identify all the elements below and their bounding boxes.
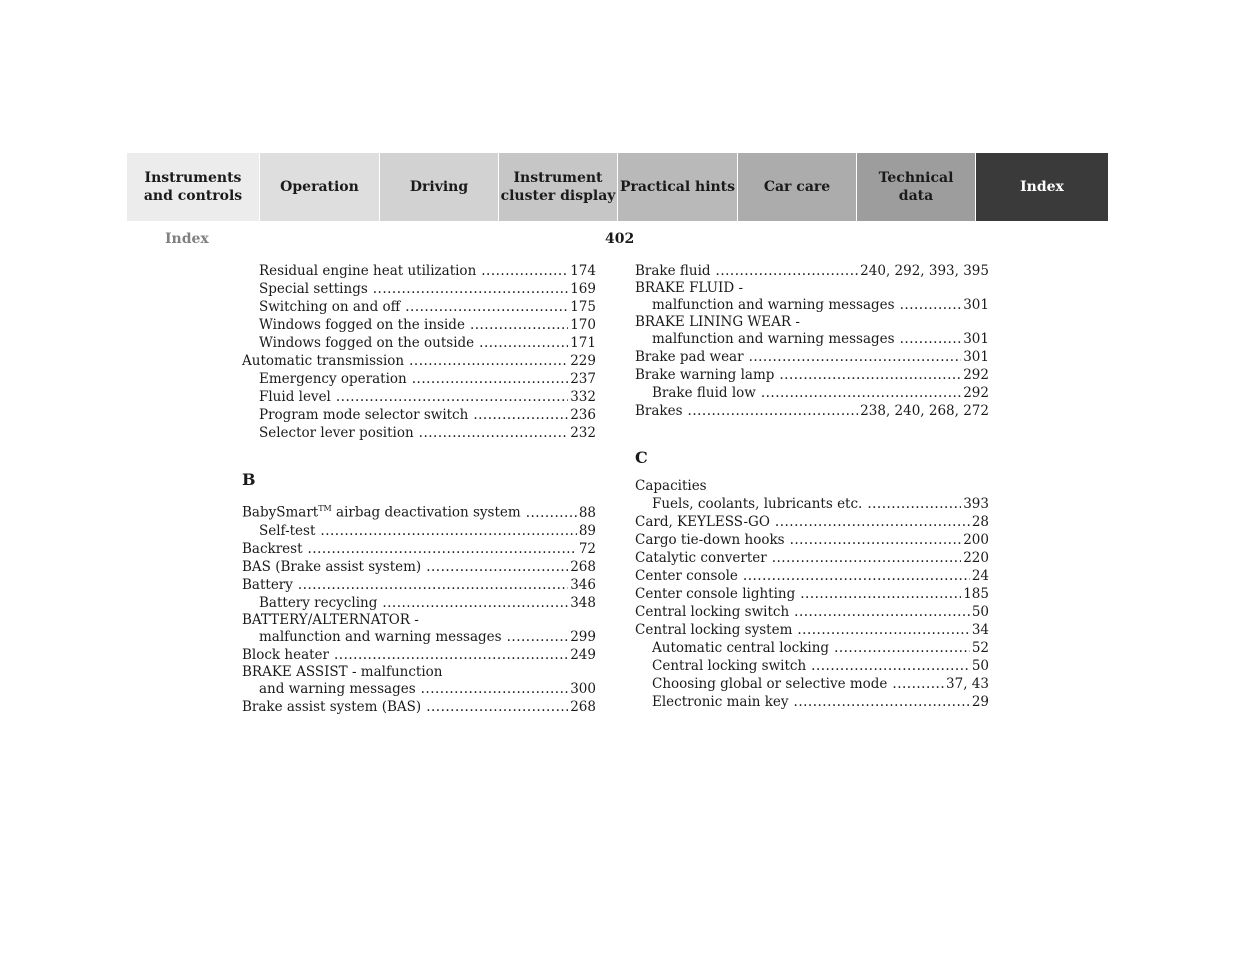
page-number: 402	[605, 231, 635, 247]
leader-dots	[336, 388, 568, 406]
index-entry[interactable]	[635, 262, 989, 280]
index-entry[interactable]	[242, 370, 596, 388]
index-entry[interactable]	[242, 424, 596, 442]
leader-dots	[779, 366, 961, 384]
entry-label: malfunction and warning messages	[652, 297, 895, 313]
tab-driving[interactable]: Driving	[379, 153, 498, 221]
tab-operation[interactable]: Operation	[259, 153, 379, 221]
entry-label: Central locking switch	[635, 604, 790, 620]
index-entry[interactable]	[635, 348, 989, 366]
entry-page: 37, 43	[946, 676, 989, 692]
entry-page: 171	[570, 335, 596, 351]
leader-dots	[794, 603, 970, 621]
entry-label: Self-test	[259, 522, 316, 539]
leader-dots	[775, 513, 970, 531]
leader-dots	[716, 262, 859, 280]
index-entry[interactable]	[242, 680, 596, 698]
entry-page: 249	[570, 646, 596, 663]
entry-label: Windows fogged on the outside	[259, 335, 475, 351]
index-entry[interactable]	[635, 549, 989, 567]
tab-instruments-and-controls[interactable]: Instruments and controls	[127, 153, 259, 221]
entry-label: Automatic transmission	[242, 353, 405, 369]
entry-page: 88	[578, 504, 596, 521]
index-entry[interactable]	[242, 262, 596, 280]
index-entry[interactable]	[242, 646, 596, 664]
index-entry[interactable]	[242, 522, 596, 540]
entry-page: 238, 240, 268, 272	[860, 403, 989, 419]
leader-dots	[373, 280, 568, 298]
entry-label: Battery	[242, 576, 293, 593]
leader-dots	[481, 262, 568, 280]
entry-label: Switching on and off	[259, 299, 401, 315]
tab-instrument-cluster-display[interactable]: Instrument cluster display	[498, 153, 617, 221]
entry-page: 185	[963, 586, 989, 602]
leader-dots	[797, 621, 969, 639]
entry-label: Backrest	[242, 540, 303, 557]
leader-dots	[790, 531, 962, 549]
entry-page: 50	[971, 658, 989, 674]
entry-label: Card, KEYLESS-GO	[635, 514, 770, 530]
entry-label: Catalytic converter	[635, 550, 767, 566]
entry-label: Emergency operation	[259, 371, 407, 387]
index-entry[interactable]	[635, 675, 989, 693]
leader-dots	[867, 495, 961, 513]
entry-page: 24	[971, 568, 989, 584]
entry-label: Block heater	[242, 646, 329, 663]
entry-page: 229	[570, 353, 596, 369]
entry-page: 28	[971, 514, 989, 530]
entry-page: 292	[963, 385, 989, 401]
index-entry-heading: Capacities	[635, 478, 707, 494]
index-entry[interactable]	[635, 296, 989, 314]
index-entry[interactable]	[242, 316, 596, 334]
entry-label: malfunction and warning messages	[652, 331, 895, 347]
entry-page: 240, 292, 393, 395	[860, 263, 989, 279]
index-entry[interactable]	[635, 693, 989, 711]
leader-dots	[834, 639, 970, 657]
entry-page: 34	[971, 622, 989, 638]
entry-page: 301	[963, 331, 989, 347]
index-entry[interactable]	[242, 628, 596, 646]
leader-dots	[473, 406, 568, 424]
leader-dots	[900, 330, 962, 348]
entry-label: Residual engine heat utilization	[259, 263, 477, 279]
entry-label-text: airbag deactivation system	[331, 504, 521, 521]
leader-dots	[412, 370, 568, 388]
entry-page: 89	[578, 522, 596, 539]
index-entry[interactable]	[242, 500, 596, 522]
leader-dots	[426, 558, 568, 576]
entry-page: 50	[971, 604, 989, 620]
index-entry[interactable]	[635, 639, 989, 657]
entry-page: 300	[570, 680, 596, 697]
entry-label: Fluid level	[259, 389, 331, 405]
entry-page: 232	[570, 425, 596, 441]
entry-label: Choosing global or selective mode	[652, 676, 888, 692]
entry-page: 52	[971, 640, 989, 656]
entry-page: 200	[963, 532, 989, 548]
leader-dots	[794, 693, 970, 711]
entry-label: Special settings	[259, 281, 368, 297]
index-entry[interactable]	[242, 698, 596, 716]
index-entry[interactable]	[635, 657, 989, 675]
index-entry[interactable]	[242, 576, 596, 594]
entry-label: Brake fluid	[635, 263, 711, 279]
index-entry[interactable]	[242, 558, 596, 576]
leader-dots	[761, 384, 961, 402]
index-entry[interactable]	[635, 621, 989, 639]
entry-label: Brake warning lamp	[635, 367, 775, 383]
entry-page: 301	[963, 297, 989, 313]
leader-dots	[688, 402, 859, 420]
tab-car-care[interactable]: Car care	[737, 153, 856, 221]
section-label: Index	[165, 231, 209, 247]
index-entry[interactable]	[635, 384, 989, 402]
entry-label: Selector lever position	[259, 425, 414, 441]
entry-label: Automatic central locking	[652, 640, 830, 656]
leader-dots	[900, 296, 962, 314]
entry-page: 299	[570, 628, 596, 645]
entry-label: Brake assist system (BAS)	[242, 698, 422, 715]
leader-dots	[479, 334, 568, 352]
index-entry-heading: BRAKE FLUID -	[635, 280, 744, 296]
index-entry[interactable]	[635, 402, 989, 420]
index-entry-heading: BRAKE LINING WEAR -	[635, 314, 800, 330]
entry-page: 170	[570, 317, 596, 333]
index-entry[interactable]	[635, 513, 989, 531]
leader-dots	[320, 522, 576, 540]
entry-label: Fuels, coolants, lubricants etc.	[652, 496, 863, 512]
entry-page: 175	[570, 299, 596, 315]
entry-label: Electronic main key	[652, 694, 789, 710]
index-entry[interactable]	[242, 280, 596, 298]
index-entry[interactable]	[242, 352, 596, 370]
entry-label: Cargo tie-down hooks	[635, 532, 785, 548]
tab-index[interactable]: Index	[975, 153, 1108, 221]
index-entry[interactable]	[635, 531, 989, 549]
entry-page: 29	[971, 694, 989, 710]
entry-page: 268	[570, 698, 596, 715]
index-entry[interactable]	[635, 366, 989, 384]
letter-heading-c: C	[635, 448, 648, 467]
index-entry[interactable]	[242, 388, 596, 406]
leader-dots	[382, 594, 568, 612]
leader-dots	[507, 628, 569, 646]
entry-page: 236	[570, 407, 596, 423]
entry-label: Brake pad wear	[635, 349, 744, 365]
entry-page: 169	[570, 281, 596, 297]
entry-label: Program mode selector switch	[259, 407, 469, 423]
tab-practical-hints[interactable]: Practical hints	[617, 153, 737, 221]
index-entry[interactable]	[635, 495, 989, 513]
index-column-left	[242, 262, 596, 716]
entry-label-text: BabySmart	[242, 504, 319, 521]
leader-dots	[298, 576, 568, 594]
leader-dots	[419, 424, 569, 442]
entry-page: 174	[570, 263, 596, 279]
leader-dots	[470, 316, 568, 334]
leader-dots	[426, 698, 568, 716]
leader-dots	[409, 352, 568, 370]
entry-label: Center console	[635, 568, 738, 584]
trademark-mark: TM	[318, 504, 332, 513]
leader-dots	[334, 646, 568, 664]
letter-heading-b: B	[242, 470, 256, 489]
entry-label: Brake fluid low	[652, 385, 756, 401]
index-entry[interactable]	[242, 594, 596, 612]
chapter-tab-bar	[127, 153, 1108, 221]
leader-dots	[743, 567, 970, 585]
entry-page: 346	[570, 576, 596, 593]
entry-page: 268	[570, 558, 596, 575]
entry-label: Central locking switch	[652, 658, 807, 674]
index-entry-heading: BATTERY/ALTERNATOR -	[242, 611, 419, 628]
entry-label: malfunction and warning messages	[259, 628, 502, 645]
index-entry[interactable]	[242, 540, 596, 558]
leader-dots	[526, 504, 577, 522]
leader-dots	[749, 348, 962, 366]
entry-page: 292	[963, 367, 989, 383]
entry-page: 332	[570, 389, 596, 405]
index-entry[interactable]	[635, 567, 989, 585]
index-entry[interactable]	[635, 330, 989, 348]
entry-page: 393	[963, 496, 989, 512]
leader-dots	[308, 540, 577, 558]
leader-dots	[800, 585, 961, 603]
entry-label	[242, 500, 526, 522]
index-entry-heading: BRAKE ASSIST - malfunction	[242, 663, 443, 680]
entry-page: 72	[578, 540, 596, 557]
tab-technical-data[interactable]: Technical data	[856, 153, 975, 221]
entry-label: Center console lighting	[635, 586, 796, 602]
index-entry[interactable]	[242, 334, 596, 352]
entry-label: Central locking system	[635, 622, 793, 638]
entry-label: BAS (Brake assist system)	[242, 558, 422, 575]
entry-page: 348	[570, 594, 596, 611]
index-entry[interactable]	[635, 603, 989, 621]
entry-label: and warning messages	[259, 680, 416, 697]
entry-page: 220	[963, 550, 989, 566]
leader-dots	[421, 680, 569, 698]
index-entry[interactable]	[635, 585, 989, 603]
index-entry[interactable]	[242, 298, 596, 316]
entry-label: Windows fogged on the inside	[259, 317, 465, 333]
index-entry[interactable]	[242, 406, 596, 424]
entry-page: 237	[570, 371, 596, 387]
index-column-right	[635, 262, 989, 711]
leader-dots	[772, 549, 962, 567]
leader-dots	[405, 298, 568, 316]
entry-page: 301	[963, 349, 989, 365]
leader-dots	[892, 675, 944, 693]
entry-label: Battery recycling	[259, 594, 378, 611]
leader-dots	[811, 657, 970, 675]
entry-label: Brakes	[635, 403, 683, 419]
